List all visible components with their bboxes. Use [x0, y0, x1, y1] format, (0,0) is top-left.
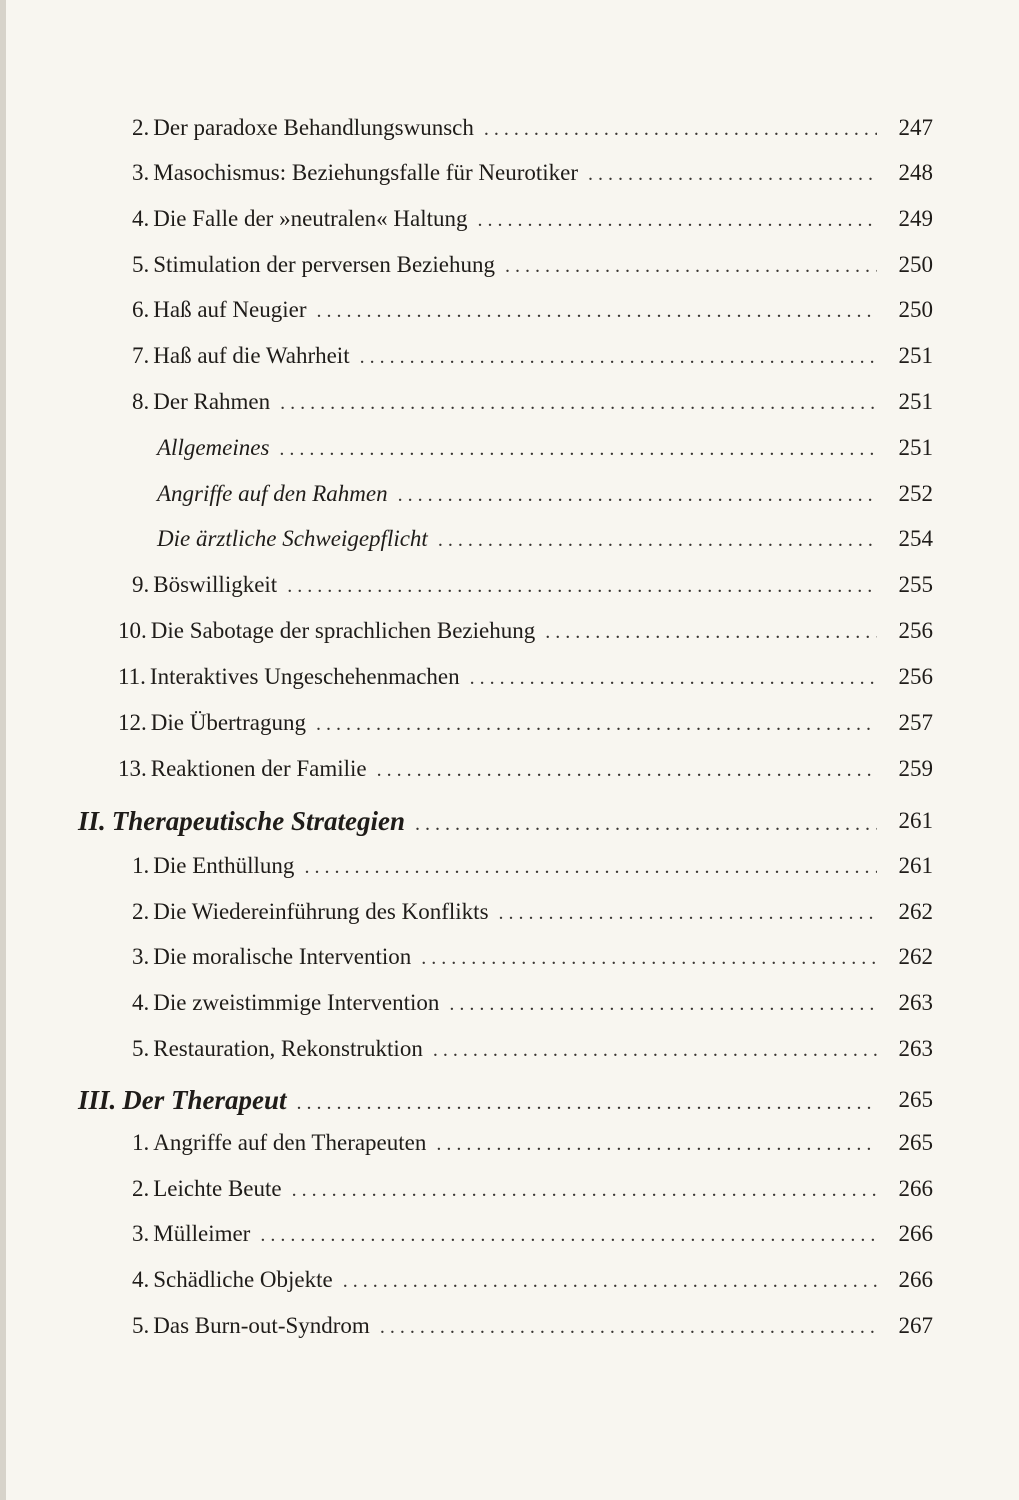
section-number: III.: [78, 1085, 117, 1115]
entry-page-number: 266: [898, 1267, 933, 1292]
entry-number: 8.: [132, 389, 150, 414]
entry-page-number: 266: [898, 1221, 933, 1246]
toc-entry: [118, 616, 933, 647]
entry-title: Der Rahmen: [153, 389, 271, 414]
dot-leader: [438, 525, 877, 555]
entry-title: Schädliche Objekte: [153, 1267, 333, 1292]
entry-number: 5.: [132, 1036, 150, 1061]
entry-page-number: 248: [898, 160, 933, 185]
dot-leader: [360, 342, 877, 372]
entry-title: Haß auf die Wahrheit: [153, 343, 350, 368]
entry-number: 11.: [118, 664, 146, 689]
toc-entry: [132, 295, 933, 326]
entry-number: 9.: [132, 572, 150, 597]
section-title: Der Therapeut: [122, 1085, 287, 1115]
dot-leader: [588, 159, 877, 189]
toc-entry: [132, 1128, 933, 1159]
entry-title: Das Burn-out-Syndrom: [153, 1313, 370, 1338]
entry-number: 4.: [132, 206, 150, 231]
entry-title: Stimulation der perversen Beziehung: [153, 252, 495, 277]
entry-title: Die Wiedereinführung des Konflikts: [153, 899, 489, 924]
entry-title: Restauration, Rekonstruktion: [153, 1036, 423, 1061]
dot-leader: [398, 480, 877, 510]
entry-title: Angriffe auf den Therapeuten: [153, 1130, 427, 1155]
entry-page-number: 256: [898, 618, 933, 643]
entry-title: Die Übertragung: [150, 710, 306, 735]
entry-title: Reaktionen der Familie: [150, 756, 367, 781]
toc-entry: [132, 1174, 933, 1205]
entry-title: Der paradoxe Behandlungswunsch: [153, 115, 474, 140]
toc-subentry: [157, 524, 933, 555]
toc-entry: [132, 387, 933, 418]
section-number: II.: [78, 806, 106, 836]
entry-number: 2.: [132, 899, 150, 924]
entry-number: 3.: [132, 1221, 150, 1246]
toc-entry: [132, 1311, 933, 1342]
entry-page-number: 247: [898, 115, 933, 140]
entry-number: 4.: [132, 990, 150, 1015]
toc-subentry: [157, 479, 933, 510]
entry-title: Interaktives Ungeschehenmachen: [149, 664, 460, 689]
toc-section-heading: [78, 806, 933, 839]
dot-leader: [499, 898, 877, 928]
dot-leader: [433, 1035, 877, 1065]
dot-leader: [287, 571, 877, 601]
entry-page-number: 257: [898, 710, 933, 735]
toc-entry: [132, 851, 933, 882]
toc-subentry: [157, 433, 933, 464]
entry-number: 12.: [118, 710, 147, 735]
toc-entry: [132, 1265, 933, 1296]
subentry-title: Allgemeines: [157, 435, 270, 460]
entry-page-number: 262: [898, 899, 933, 924]
entry-title: Böswilligkeit: [153, 572, 278, 597]
toc-entry: [118, 754, 933, 785]
entry-page-number: 251: [898, 343, 933, 368]
entry-title: Haß auf Neugier: [153, 297, 307, 322]
entry-title: Masochismus: Beziehungsfalle für Neurotiker: [153, 160, 578, 185]
entry-page-number: 249: [898, 206, 933, 231]
entry-page-number: 266: [898, 1176, 933, 1201]
dot-leader: [484, 114, 877, 144]
entry-title: Die Enthüllung: [153, 853, 295, 878]
entry-number: 7.: [132, 343, 150, 368]
dot-leader: [297, 1088, 877, 1118]
dot-leader: [545, 617, 877, 647]
entry-page-number: 259: [898, 756, 933, 781]
toc-entry: [132, 897, 933, 928]
entry-title: Mülleimer: [153, 1221, 251, 1246]
entry-number: 5.: [132, 1313, 150, 1338]
entry-title: Die Falle der »neutralen« Haltung: [153, 206, 468, 231]
toc-entry: [132, 204, 933, 235]
entry-page-number: 251: [898, 389, 933, 414]
entry-title: Die moralische Intervention: [153, 944, 412, 969]
dot-leader: [449, 989, 877, 1019]
entry-number: 2.: [132, 1176, 150, 1201]
entry-page-number: 250: [898, 252, 933, 277]
entry-page-number: 250: [898, 297, 933, 322]
toc-section-heading: [78, 1085, 933, 1118]
toc-entry: [118, 708, 933, 739]
entry-page-number: 255: [898, 572, 933, 597]
toc-entry: [118, 662, 933, 693]
entry-number: 1.: [132, 1130, 150, 1155]
dot-leader: [316, 709, 877, 739]
dot-leader: [470, 663, 877, 693]
subentry-title: Die ärztliche Schweigepflicht: [157, 526, 428, 551]
toc-entry: [132, 942, 933, 973]
entry-number: 13.: [118, 756, 147, 781]
dot-leader: [415, 809, 877, 839]
dot-leader: [292, 1175, 877, 1205]
section-title: Therapeutische Strategien: [111, 806, 406, 836]
entry-page-number: 263: [898, 990, 933, 1015]
toc-entry: [132, 570, 933, 601]
toc-entry: [132, 158, 933, 189]
dot-leader: [260, 1220, 877, 1250]
dot-leader: [377, 755, 877, 785]
entry-page-number: 251: [898, 435, 933, 460]
toc-entry: [132, 113, 933, 144]
entry-page-number: 252: [898, 481, 933, 506]
entry-number: 5.: [132, 252, 150, 277]
entry-number: 1.: [132, 853, 150, 878]
entry-page-number: 262: [898, 944, 933, 969]
entry-page-number: 265: [898, 1087, 933, 1112]
dot-leader: [343, 1266, 877, 1296]
dot-leader: [317, 296, 877, 326]
dot-leader: [279, 434, 877, 464]
entry-number: 4.: [132, 1267, 150, 1292]
entry-page-number: 263: [898, 1036, 933, 1061]
dot-leader: [505, 251, 877, 281]
entry-page-number: 254: [898, 526, 933, 551]
dot-leader: [380, 1312, 877, 1342]
toc-entry: [132, 1034, 933, 1065]
subentry-title: Angriffe auf den Rahmen: [157, 481, 388, 506]
entry-number: 10.: [118, 618, 147, 643]
entry-title: Leichte Beute: [153, 1176, 282, 1201]
entry-page-number: 265: [898, 1130, 933, 1155]
dot-leader: [477, 205, 877, 235]
toc-entry: [132, 988, 933, 1019]
toc-entry: [132, 341, 933, 372]
entry-page-number: 256: [898, 664, 933, 689]
entry-title: Die Sabotage der sprachlichen Beziehung: [150, 618, 536, 643]
entry-number: 3.: [132, 160, 150, 185]
dot-leader: [304, 852, 877, 882]
toc-entry: [132, 250, 933, 281]
entry-number: 3.: [132, 944, 150, 969]
dot-leader: [421, 943, 877, 973]
entry-number: 6.: [132, 297, 150, 322]
entry-page-number: 261: [898, 853, 933, 878]
entry-title: Die zweistimmige Intervention: [153, 990, 440, 1015]
entry-page-number: 267: [898, 1313, 933, 1338]
toc-entry: [132, 1219, 933, 1250]
dot-leader: [436, 1129, 877, 1159]
dot-leader: [280, 388, 877, 418]
entry-page-number: 261: [898, 808, 933, 833]
entry-number: 2.: [132, 115, 150, 140]
